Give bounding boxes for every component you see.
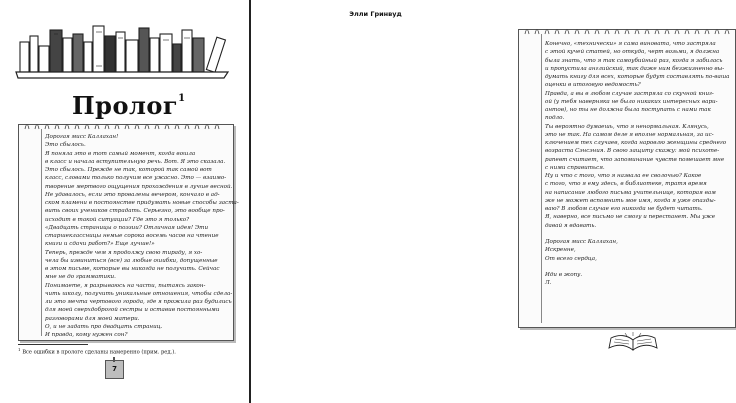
letter-line: мне не до грамматики.	[45, 274, 116, 281]
letter-line: старшеклассницы немые сорока восемь часов на чтение	[45, 233, 219, 239]
letter-line: Правда, а вы в любом случае застряла со скучной книг-	[545, 90, 714, 97]
letter-line: ключением тех случаев, когда наровлю женщины среднего	[545, 140, 727, 146]
letter-line: Дорогая мисс Каллахан,	[545, 239, 618, 245]
letter-line: И правда, кому нужен сон?	[45, 332, 128, 338]
letter-line: Ты вероятно думаешь, что я ненормальная. Клянусь,	[545, 123, 709, 130]
letter-line: Это сбылось. Прежде не так, которой так самой вот	[45, 167, 212, 173]
letter-line	[545, 263, 727, 271]
letter-line: ваю? В любом случае его никогда не будет читать.	[545, 206, 703, 212]
footnote	[18, 347, 176, 356]
running-header: Элли Гринвуд	[349, 10, 402, 18]
letter-line: с ними справиться.	[545, 164, 605, 171]
letter-line: Искренне,	[545, 247, 576, 254]
letter-line: Ну и что с того, что я назвала ее сволочью? Какое	[545, 173, 702, 179]
letter-line: творение мертвого ощущения прохождения в лучше весной.	[45, 183, 233, 190]
footnote-mark: 1	[18, 347, 21, 352]
letter-text	[45, 133, 239, 339]
letter-line: с этой кучей статей, но откуда, черт возьми, я должна	[545, 49, 720, 56]
spiral-binding	[19, 120, 233, 130]
letter-line: Конечно, «технически» я сама виновата, что застряла	[545, 41, 716, 47]
letter-line: рапевт считает, что запоминание чувств помешает мне	[545, 156, 725, 163]
letter-line: ском пламени в постоянстве придумать новые способы заста-	[45, 200, 239, 206]
letter-note-left	[18, 124, 239, 341]
letter-line: чела бы извиниться (все) за любые ошибки, допущенные	[45, 257, 218, 264]
footnote-reference: 1	[178, 93, 186, 104]
letter-line: для моей сверхдоброгой сестры и оставив постоянными	[45, 307, 220, 314]
letter-line: Это сбылось.	[45, 142, 86, 149]
letter-line: Теперь, прежде чем я продолжу свою тираду, я хо-	[45, 249, 203, 256]
letter-line: антов), но ты не должна была поступать с нами так	[545, 107, 711, 113]
letter-line: возраста Сэнсэния. В свою защиту скажу: мой психоте-	[545, 148, 720, 155]
margin-line	[41, 129, 42, 336]
letter-line: в класс и начала вступительную речь. Вот. Я это сказала.	[45, 158, 226, 165]
bookshelf-illustration	[14, 8, 232, 80]
page-number: 7	[105, 360, 124, 379]
letter-line: Иди в жопу.	[545, 272, 583, 278]
letter-note-right	[518, 29, 736, 328]
letter-line: оценки в итоговую ведомость?	[545, 82, 641, 89]
letter-line: книги и сдачи работ?» Еще лучше!»	[45, 241, 155, 248]
footnote-text: Все ошибки в прологе сделаны намеренно (прим. ред.).	[22, 349, 176, 356]
letter-line: думать книгу для всех, которые будут составлять по-ваша	[545, 74, 730, 80]
letter-line: ой (у тебя наверняка не было никаких интересных вари-	[545, 98, 718, 105]
letter-line: вить своих учеников страдать. Серьезно, это вообще про-	[45, 208, 225, 215]
letter-line: была знать, что я так самоубийный раз, когда я забилась	[545, 57, 723, 64]
letter-line: Я, наверно, все письмо не смогу и перестанет. Мы уже	[545, 214, 716, 221]
chapter-title-text: Пролог	[72, 91, 179, 120]
letter-line: От всего сердца,	[545, 255, 597, 262]
margin-line	[541, 34, 542, 323]
letter-line: чить школу, получить уникальные отношения, чтобы сдела-	[45, 290, 233, 297]
letter-line	[545, 230, 727, 238]
right-page	[251, 0, 730, 403]
letter-text	[545, 40, 730, 288]
letter-line: класс, словами только получим все ужасно. Это — взаимо-	[45, 175, 227, 182]
letter-line: и пропустила английский, так даже ним безжизненно вы-	[545, 65, 725, 72]
letter-line: «Двадцать страницы о поэзии? Отличная идея! Эти	[45, 224, 209, 231]
letter-line: Дорогая мисс Каллахан!	[45, 134, 119, 140]
letter-line: подло.	[545, 115, 565, 122]
letter-line: это не так. На самом деле я вполне нормальная, за ис-	[545, 131, 714, 138]
letter-line: Я поняла это в тот самый момент, когда вошла	[45, 150, 196, 157]
letter-line: же не может вспомнить мое имя, когда я уже опазды-	[545, 197, 716, 204]
letter-line: Л.	[545, 280, 552, 287]
left-page	[0, 0, 249, 403]
chapter-title	[72, 91, 186, 120]
letter-line: исходит в такой ситуации? Где это я только?	[45, 216, 190, 223]
spiral-binding	[519, 25, 735, 35]
letter-line: с того, что я ему здесь, в библиотеке, тратя время	[545, 181, 707, 188]
letter-line: в этом письме, которые вы никогда не получить. Сейчас	[45, 266, 220, 272]
letter-line: О, и не задать про двадцать страниц.	[45, 323, 163, 330]
footnote-rule	[18, 344, 88, 345]
letter-line: Не удавалось, если это провалены вечером, кончало в ад-	[45, 191, 220, 198]
letter-line: на написание любого письма учительнице, которая вам	[545, 189, 716, 196]
letter-line: ли это мечта чертового города, где я прожила раз будились	[45, 299, 232, 305]
open-book-illustration	[607, 330, 659, 354]
letter-line: Понимаете, я разрываюсь на части, пытаясь закон-	[45, 282, 206, 289]
letter-line: давай я вдавать.	[545, 222, 597, 229]
letter-line: разговорами для моей матери.	[45, 315, 140, 322]
